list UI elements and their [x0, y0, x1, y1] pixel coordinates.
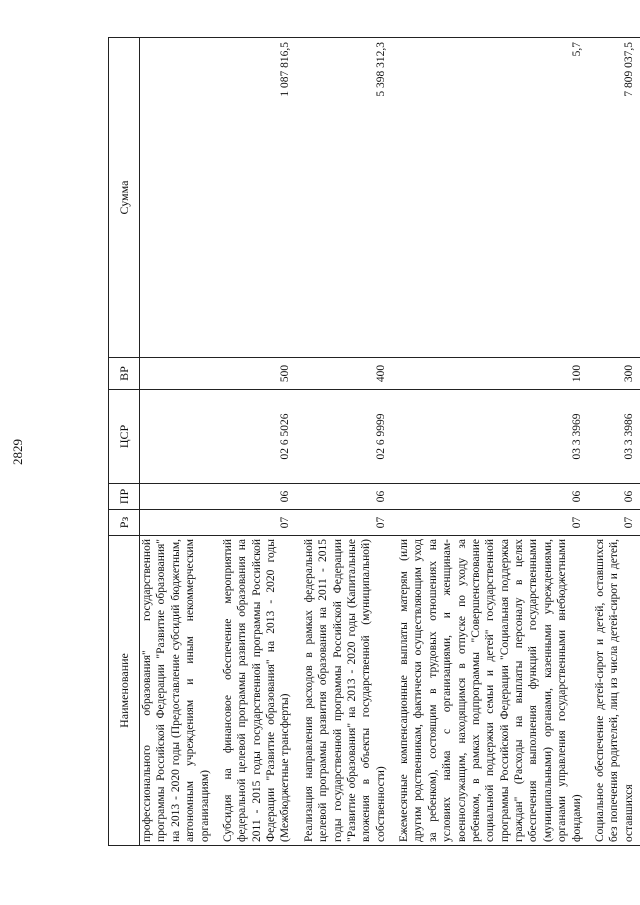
budget-table — [108, 37, 640, 846]
row-csr: 03 3 3986 — [590, 390, 640, 484]
header-sum: Сумма — [109, 38, 140, 358]
row-rz — [140, 510, 218, 536]
header-rz: Рз — [109, 510, 140, 536]
table-row — [590, 38, 640, 846]
row-vr — [140, 358, 218, 390]
header-name: Наименование — [109, 536, 140, 846]
row-rz: 07 — [590, 510, 640, 536]
row-vr: 100 — [394, 358, 590, 390]
row-csr: 02 6 5026 — [218, 390, 299, 484]
row-sum — [140, 38, 218, 358]
row-sum: 5 398 312,3 — [299, 38, 394, 358]
header-csr: ЦСР — [109, 390, 140, 484]
row-vr: 500 — [218, 358, 299, 390]
row-name: Реализация направления расходов в рамках федеральной целевой программы развития образования на 2011 - 2015 годы государственной программы Российской Федерации "Развитие образования" на 2013 - 2020 годы (Капитальные вложения в объекты государственной (муниципальной) собственности) — [299, 536, 394, 846]
row-name: профессионального образования" государственной программы Российской Федерации "Развитие образования" на 2013 - 2020 годы (Предоставление субсидий бюджетным, автономным учреждениям и иным некоммерческим организациям) — [140, 536, 218, 846]
row-pr: 06 — [394, 484, 590, 510]
row-sum: 5,7 — [394, 38, 590, 358]
row-sum: 1 087 816,5 — [218, 38, 299, 358]
row-sum: 7 809 037,5 — [590, 38, 640, 358]
row-pr: 06 — [590, 484, 640, 510]
row-rz: 07 — [218, 510, 299, 536]
row-pr: 06 — [218, 484, 299, 510]
row-vr: 300 — [590, 358, 640, 390]
row-pr: 06 — [299, 484, 394, 510]
row-rz: 07 — [299, 510, 394, 536]
table-row — [299, 38, 394, 846]
page-number: 2829 — [10, 439, 25, 465]
row-name: Субсидия на финансовое обеспечение мероприятий федеральной целевой программы развития образования на 2011 - 2015 годы государственной программы Российской Федерации "Развитие образования" на 2013 - 2020 годы (Межбюджетные трансферты) — [218, 536, 299, 846]
header-vr: ВР — [109, 358, 140, 390]
row-csr: 02 6 9999 — [299, 390, 394, 484]
rotated-table-container — [108, 38, 635, 846]
table-row — [394, 38, 590, 846]
row-csr — [140, 390, 218, 484]
row-pr — [140, 484, 218, 510]
row-rz: 07 — [394, 510, 590, 536]
row-vr: 400 — [299, 358, 394, 390]
row-name: Социальное обеспечение детей-сирот и детей, оставшихся без попечения родителей, лиц из числа детей-сирот и детей, оставшихся — [590, 536, 640, 846]
table-row — [218, 38, 299, 846]
row-csr: 03 3 3969 — [394, 390, 590, 484]
row-name: Ежемесячные компенсационные выплаты матерям (или другим родственникам, фактически осуществляющим уход за ребенком), состоящим в трудовых отношениях на условиях найма с организациями, и женщинам-военнослужащим, находящимся в отпуске по уходу за ребенком, в рамках подпрограммы "Совершенствование социальной поддержки семьи и детей" государственной программы Российской Федерации "Социальная поддержка граждан" (Расходы на выплаты персоналу в целях обеспечения выполнения функций государственными (муниципальными) органами, казенными учреждениями, органами управления государственными внебюджетными фондами) — [394, 536, 590, 846]
table-row — [140, 38, 218, 846]
table-header-row — [109, 38, 140, 846]
header-pr: ПР — [109, 484, 140, 510]
